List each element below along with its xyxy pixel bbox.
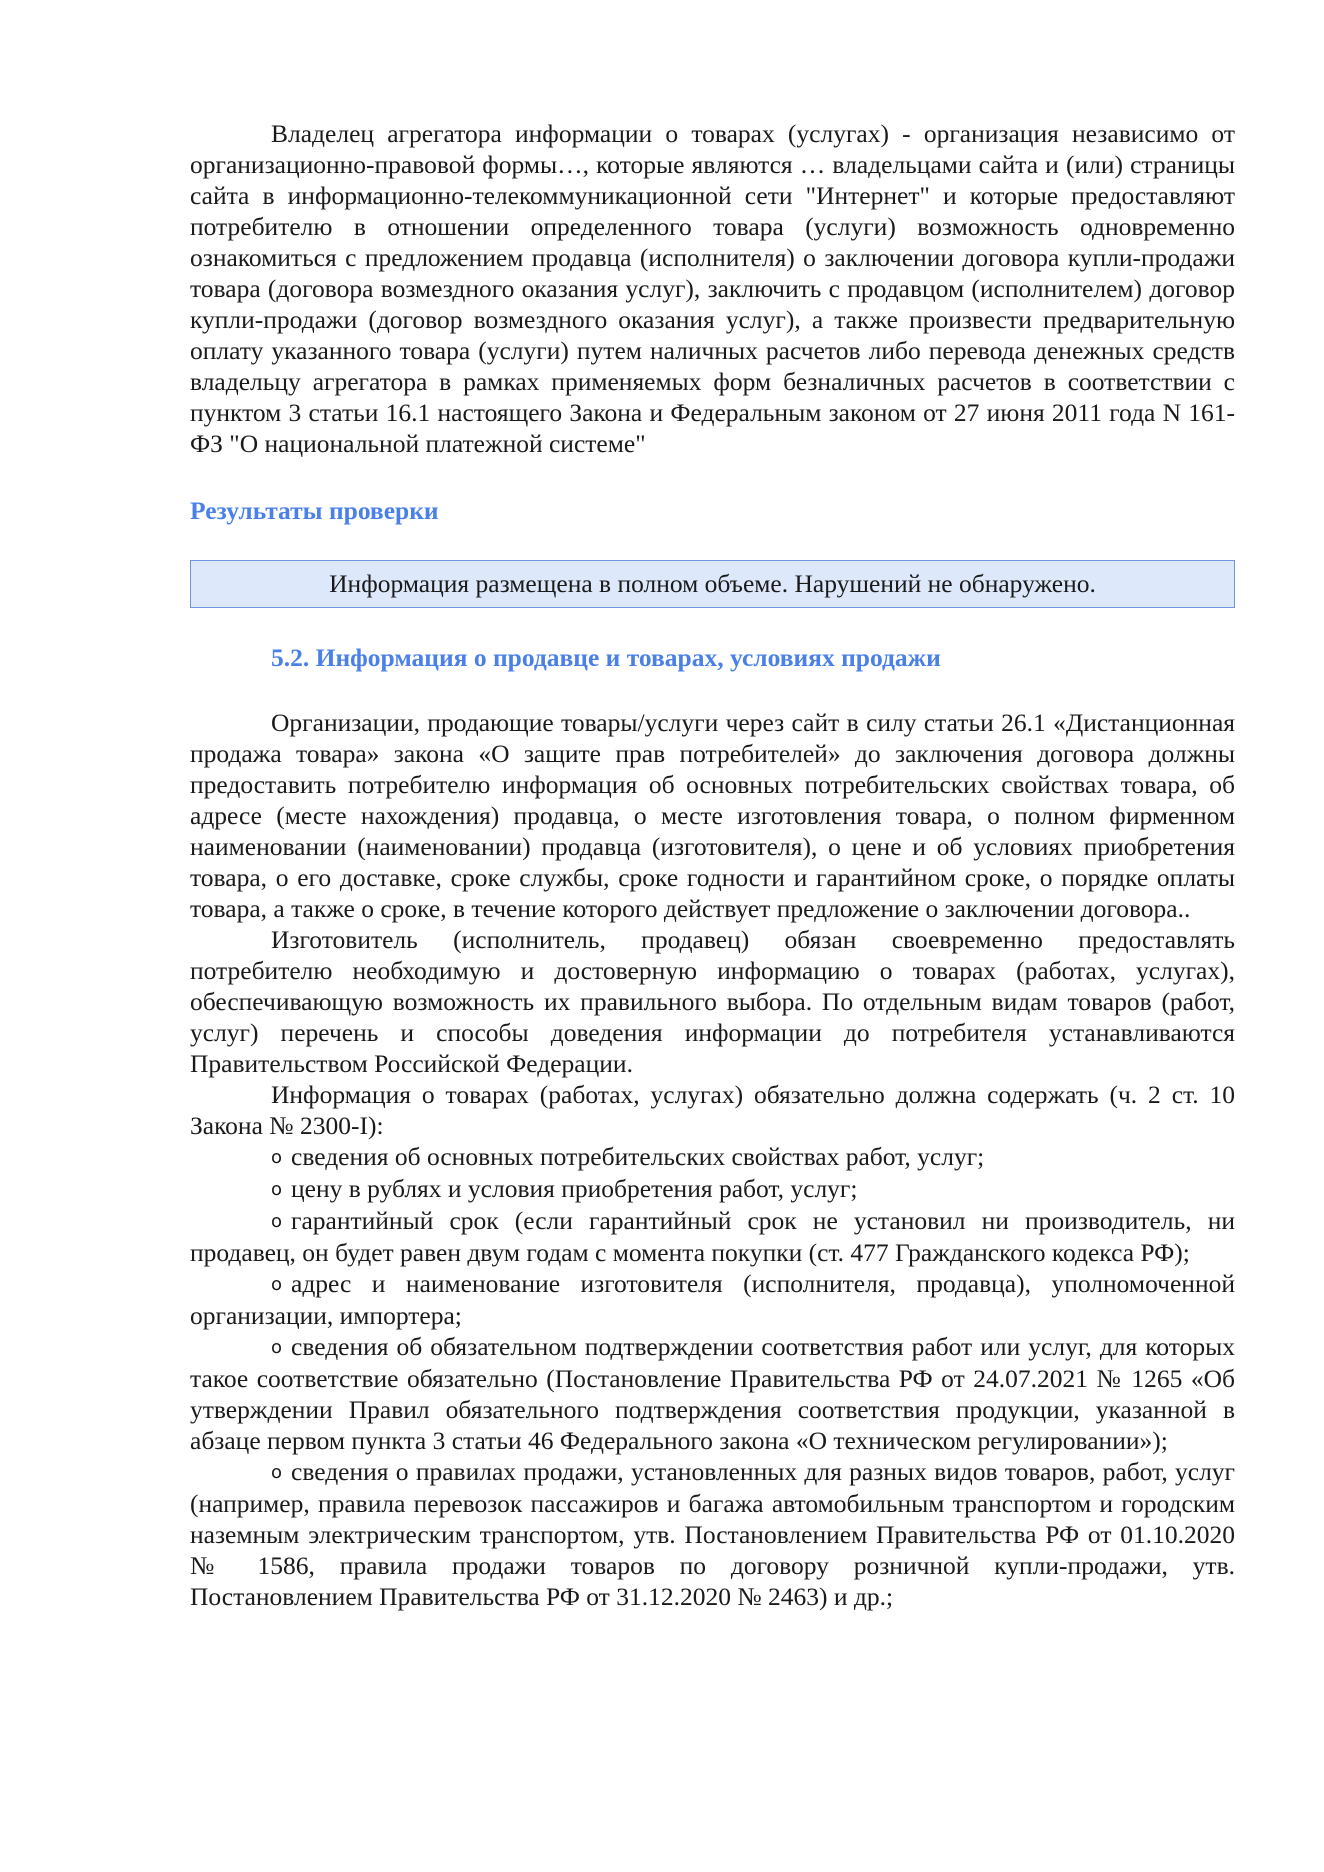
list-item: [190, 1141, 1235, 1173]
list-item: [190, 1173, 1235, 1205]
results-box: [190, 560, 1235, 608]
intro-paragraph: Владелец агрегатора информации о товарах (услугах) - организация независимо от организационно-правовой формы…, которые являются … владельцами сайта и (или) страницы сайта в информационно-телекоммуникационной сети "Интернет" и которые предоставляют потребителю в отношении определенного товара (услуги) возможность одновременно ознакомиться с предложением продавца (исполнителя) о заключении договора купли-продажи товара (договора возмездного оказания услуг), заключить с продавцом (исполнителем) договор купли-продажи (договор возмездного оказания услуг), а также произвести предварительную оплату указанного товара (услуги) путем наличных расчетов либо перевода денежных средств владельцу агрегатора в рамках применяемых форм безналичных расчетов в соответствии с пунктом 3 статьи 16.1 настоящего Закона и Федеральным законом от 27 июня 2011 года N 161-ФЗ "О национальной платежной системе": [190, 119, 1235, 458]
bullet-icon: o: [271, 1147, 283, 1168]
section-heading: 5.2. Информация о продавце и товарах, условиях продажи: [271, 643, 941, 672]
list-item-text: цену в рублях и условия приобретения работ, услуг;: [291, 1174, 858, 1203]
list-item: [190, 1205, 1235, 1268]
paragraph-manufacturer-duty: Изготовитель (исполнитель, продавец) обязан своевременно предоставлять потребителю необходимую и достоверную информацию о товарах (работах, услугах), обеспечивающую возможность их правильного выбора. По отдельным видам товаров (работ, услуг) перечень и способы доведения информации до потребителя устанавливаются Правительством Российской Федерации.: [190, 925, 1235, 1078]
bullet-icon: o: [271, 1274, 283, 1295]
list-item: [190, 1456, 1235, 1612]
results-box-text: Информация размещена в полном объеме. Нарушений не обнаружено.: [329, 569, 1096, 598]
document-page: [190, 118, 1235, 1612]
paragraph-info-contents: Информация о товарах (работах, услугах) обязательно должна содержать (ч. 2 ст. 10 Закона № 2300-I):: [190, 1080, 1235, 1140]
bullet-icon: o: [271, 1179, 283, 1200]
list-item: [190, 1331, 1235, 1456]
list-item: [190, 1268, 1235, 1331]
results-heading: Результаты проверки: [190, 496, 439, 525]
list-item-text: сведения об обязательном подтверждении соответствия работ или услуг, для которых такое соответствие обязательно (Постановление Правительства РФ от 24.07.2021 № 1265 «Об утверждении Правил обязательного подтверждения соответствия продукции, указанной в абзаце первом пункта 3 статьи 46 Федерального закона «О техническом регулировании»);: [190, 1332, 1235, 1455]
bullet-icon: o: [271, 1211, 283, 1232]
list-item-text: адрес и наименование изготовителя (исполнителя, продавца), уполномоченной организации, импортера;: [190, 1269, 1235, 1330]
bullet-icon: o: [271, 1337, 283, 1358]
list-item-text: сведения о правилах продажи, установленных для разных видов товаров, работ, услуг (например, правила перевозок пассажиров и багажа автомобильным транспортом и городским наземным электрическим транспортом, утв. Постановлением Правительства РФ от 01.10.2020 № 1586, правила продажи товаров по договору розничной купли-продажи, утв. Постановлением Правительства РФ от 31.12.2020 № 2463) и др.;: [190, 1457, 1235, 1611]
list-item-text: гарантийный срок (если гарантийный срок не установил ни производитель, ни продавец, он будет равен двум годам с момента покупки (ст. 477 Гражданского кодекса РФ);: [190, 1206, 1235, 1267]
list-item-text: сведения об основных потребительских свойствах работ, услуг;: [291, 1142, 985, 1171]
bullet-icon: o: [271, 1462, 283, 1483]
paragraph-distance-sale: Организации, продающие товары/услуги через сайт в силу статьи 26.1 «Дистанционная продажа товара» закона «О защите прав потребителей» до заключения договора должны предоставить потребителю информация об основных потребительских свойствах товара, об адресе (месте нахождения) продавца, о месте изготовления товара, о полном фирменном наименовании (наименовании) продавца (изготовителя), о цене и об условиях приобретения товара, о его доставке, сроке службы, сроке годности и гарантийном сроке, о порядке оплаты товара, а также о сроке, в течение которого действует предложение о заключении договора..: [190, 708, 1235, 923]
